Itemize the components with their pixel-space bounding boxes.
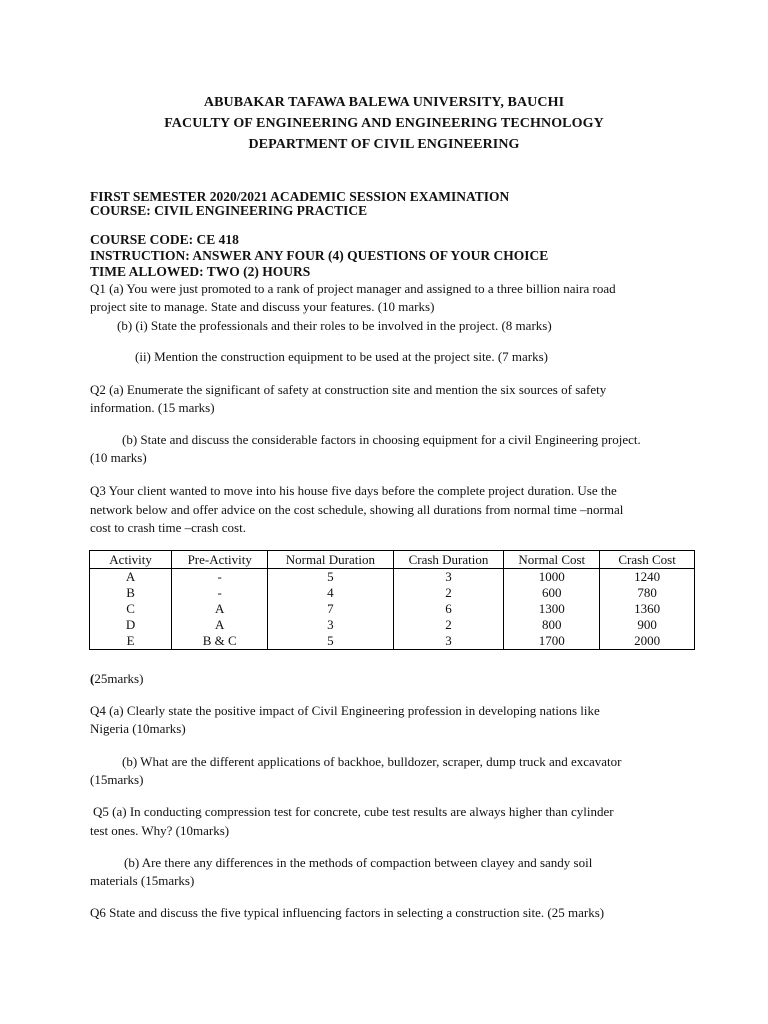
university-name: ABUBAKAR TAFAWA BALEWA UNIVERSITY, BAUCHI [203,95,565,110]
table-cell: 2 [393,585,504,601]
table-cell: 6 [393,601,504,617]
instruction: INSTRUCTION: ANSWER ANY FOUR (4) QUESTIONS OF YOUR CHOICE [90,248,549,263]
table-cell: 1700 [504,633,600,650]
table-cell: B [90,585,172,601]
table-cell: 1240 [600,569,695,586]
q4-a-line1: Q4 (a) Clearly state the positive impact of Civil Engineering profession in developing nations like [90,703,600,718]
table-cell: A [172,617,268,633]
q2-b-line2: (10 marks) [90,450,147,465]
q3-line2: network below and offer advice on the cost schedule, showing all durations from normal time –normal [90,502,624,517]
table-cell: A [172,601,268,617]
q3-marks-text: 25marks) [94,671,144,686]
table-header-row [90,551,695,569]
table-cell: 3 [268,617,393,633]
table-cell: C [90,601,172,617]
table-cell: 1300 [504,601,600,617]
q3-line3: cost to crash time –crash cost. [90,520,246,535]
table-cell: B & C [172,633,268,650]
q2-a-line2: information. (15 marks) [90,400,215,415]
col-header: Pre-Activity [172,551,268,569]
table-row [90,633,695,650]
q1-a-line1: Q1 (a) You were just promoted to a rank of project manager and assigned to a three billion naira road [90,281,616,296]
col-header: Normal Cost [504,551,600,569]
table-cell: 1360 [600,601,695,617]
table-cell: 5 [268,569,393,586]
table-cell: 900 [600,617,695,633]
col-header: Activity [90,551,172,569]
col-header: Crash Cost [600,551,695,569]
table-cell: D [90,617,172,633]
time-allowed: TIME ALLOWED: TWO (2) HOURS [90,264,311,279]
col-header: Crash Duration [393,551,504,569]
q2-a-line1: Q2 (a) Enumerate the significant of safety at construction site and mention the six sources of safety [90,382,607,397]
q5-a-line1: Q5 (a) In conducting compression test for concrete, cube test results are always higher than cylinder [93,804,614,819]
table-row [90,569,695,586]
table-row [90,617,695,633]
table-cell: 600 [504,585,600,601]
table-cell: 3 [393,569,504,586]
table-cell: 2000 [600,633,695,650]
table-cell: - [172,585,268,601]
table-cell: 4 [268,585,393,601]
table-cell: 2 [393,617,504,633]
cost-schedule-table [89,550,695,650]
table-cell: - [172,569,268,586]
table-cell: 7 [268,601,393,617]
q4-b-line1: (b) What are the different applications of backhoe, bulldozer, scraper, dump truck and excavator [122,754,622,769]
q5-a-line2: test ones. Why? (10marks) [90,823,230,838]
q2-b-line1: (b) State and discuss the considerable factors in choosing equipment for a civil Engineering project. [122,432,641,447]
table-cell: 800 [504,617,600,633]
q3-marks-paren: ( [90,671,95,686]
q4-b-line2: (15marks) [90,772,144,787]
faculty-name: FACULTY OF ENGINEERING AND ENGINEERING TECHNOLOGY [164,116,604,131]
q1-a-line2: project site to manage. State and discuss your features. (10 marks) [90,299,435,314]
course-code: COURSE CODE: CE 418 [90,232,239,247]
table-cell: 3 [393,633,504,650]
q1-b-ii: (ii) Mention the construction equipment to be used at the project site. (7 marks) [135,349,549,364]
exam-session: FIRST SEMESTER 2020/2021 ACADEMIC SESSION EXAMINATION [90,189,510,204]
col-header: Normal Duration [268,551,393,569]
table-cell: 780 [600,585,695,601]
table-row [90,585,695,601]
q5-b-line2: materials (15marks) [90,873,195,888]
table-cell: 1000 [504,569,600,586]
table-cell: 5 [268,633,393,650]
q5-b-line1: (b) Are there any differences in the methods of compaction between clayey and sandy soil [124,855,593,870]
table-row [90,601,695,617]
table-cell: E [90,633,172,650]
q3-line1: Q3 Your client wanted to move into his house five days before the complete project duration. Use the [90,483,617,498]
department-name: DEPARTMENT OF CIVIL ENGINEERING [248,137,520,152]
course-title: COURSE: CIVIL ENGINEERING PRACTICE [90,203,368,218]
q3-marks [90,671,143,687]
q6-line1: Q6 State and discuss the five typical influencing factors in selecting a construction site. (25 marks) [90,905,605,920]
table-cell: A [90,569,172,586]
q1-b-i: (b) (i) State the professionals and their roles to be involved in the project. (8 marks) [117,318,552,333]
q4-a-line2: Nigeria (10marks) [90,721,186,736]
